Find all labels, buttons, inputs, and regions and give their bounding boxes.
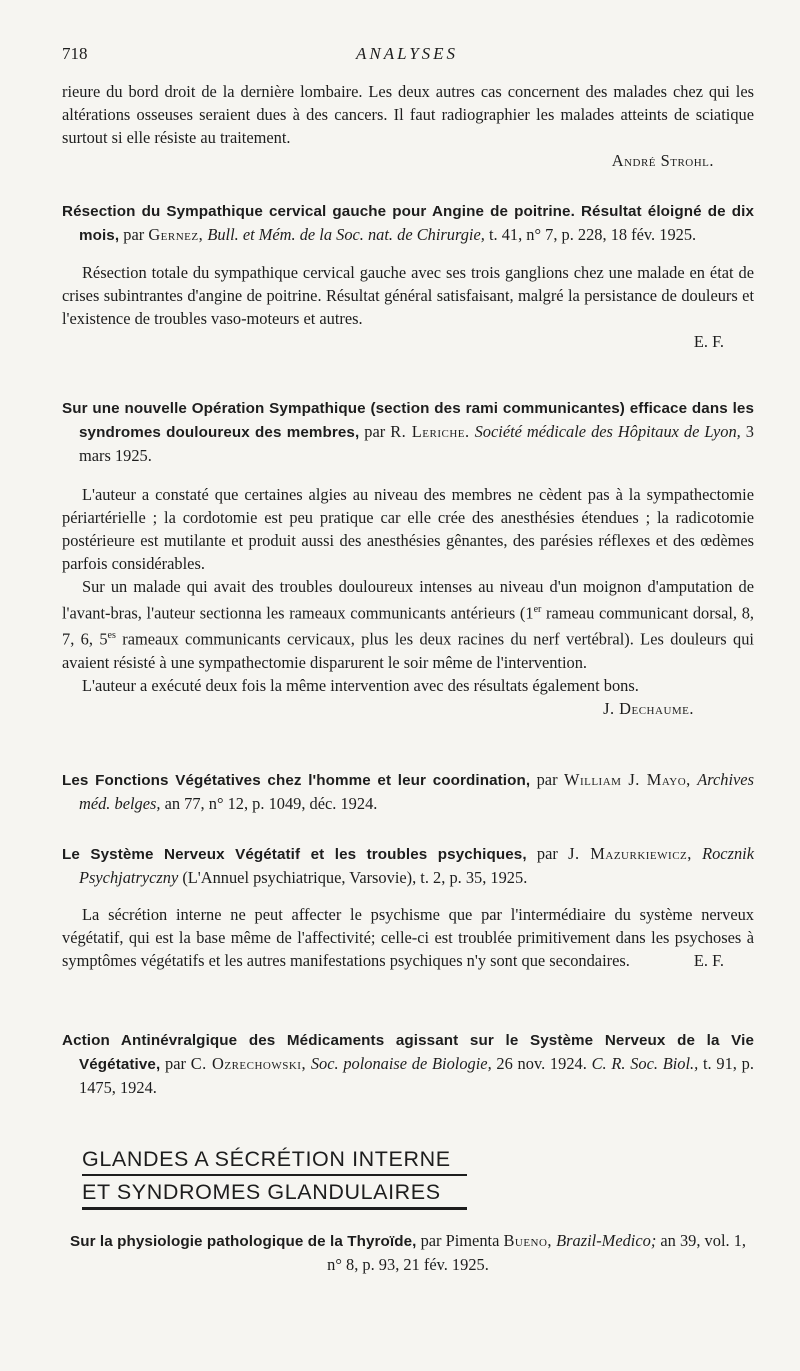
author-first-name: Pimenta xyxy=(445,1231,500,1250)
abstract-gernez xyxy=(62,199,754,353)
signature-strohl: André Strohl. xyxy=(611,151,714,170)
page-header xyxy=(62,44,752,68)
article-title: Sur la physiologie pathologique de la Thyroïde, xyxy=(70,1233,417,1250)
article-title: Action Antinévralgique des Médicaments agissant sur le Système Nerveux de la Vie Végétative, xyxy=(62,1032,754,1073)
journal-name: Société médicale des Hôpitaux de Lyon, xyxy=(474,422,741,441)
reference-details: t. 41, n° 7, p. 228, 18 fév. 1925. xyxy=(488,225,697,244)
reference-details-2: t. 91, p. 1475, 1924. xyxy=(79,1054,754,1097)
citation-ozrechowski: Action Antinévralgique des Médicaments agissant sur le Système Nerveux de la Vie Végétative, par C. Ozrechowski, Soc. polonaise de Biologie, 26 nov. 1924. C. R. Soc. Biol., t. 91, p. 1475, 1924. xyxy=(62,1032,754,1097)
abstract-mazurkiewicz xyxy=(62,842,754,972)
reference-details: an 77, n° 12, p. 1049, déc. 1924. xyxy=(164,794,378,813)
abstract-body-2: Sur un malade qui avait des troubles douloureux intenses au niveau d'un moignon d'amputation de l'avant-bras, l'auteur sectionna les rameaux communicants antérieurs (1er rameau communicant dorsal, 8, 7, 6, $5^{es}$ rameaux communicants cervicaux, plus les deux racines du nerf vertébral). Les douleurs qui avaient résisté à une sympathectomie disparurent le soir même de l'intervention. xyxy=(62,577,754,672)
author-name: J. Mazurkiewicz, xyxy=(568,844,692,863)
author-name: Gernez, xyxy=(148,225,204,244)
continued-abstract xyxy=(62,80,754,172)
article-title: Sur une nouvelle Opération Sympathique (section des rami communicantes) efficace dans les syndromes douloureux des membres, xyxy=(62,400,754,441)
section-rule xyxy=(82,1174,467,1176)
author-name: Bueno, xyxy=(503,1231,553,1250)
abstract-leriche xyxy=(62,396,754,720)
author-name: William J. Mayo, xyxy=(563,770,691,789)
journal-name: Archives méd. belges, xyxy=(79,770,754,813)
author-name: C. Ozrechowski, xyxy=(190,1054,307,1073)
abstract-mayo xyxy=(62,768,754,815)
page-number: 718 xyxy=(62,44,88,63)
abstract-body-1: L'auteur a constaté que certaines algies au niveau des membres ne cèdent pas à la sympathectomie périartérielle ; la cordotomie est peu pratique car elle crée des anesthésies étendues ; la radicotomie postérieure est mutilante et produit aussi des anesthésies gênantes, des parésies réflexes et des œdèmes parfois considérables. xyxy=(62,485,754,573)
citation-mayo: Les Fonctions Végétatives chez l'homme et leur coordination, par William J. Mayo, Archives méd. belges, an 77, n° 12, p. 1049, déc. 1924. xyxy=(62,770,754,813)
citation-mazurkiewicz: Le Système Nerveux Végétatif et les troubles psychiques, par J. Mazurkiewicz, Rocznik Psychjatryczny (L'Annuel psychiatrique, Varsovie), t. 2, p. 35, 1925. xyxy=(62,844,754,887)
running-head: ANALYSES xyxy=(355,44,459,63)
article-title: Le Système Nerveux Végétatif et les troubles psychiques, xyxy=(62,846,527,863)
section-heading-line-1: GLANDES A SÉCRÉTION INTERNE xyxy=(82,1147,451,1171)
signature-ef: E. F. xyxy=(693,332,724,351)
continued-abstract-text: rieure du bord droit de la dernière lombaire. Les deux autres cas concernent des malades chez qui les altérations osseuses seraient dues à des cancers. Il faut radiographier les malades atteints de sciatique surtout si elle résiste au traitement. xyxy=(62,82,754,147)
abstract-body: Résection totale du sympathique cervical gauche avec ses trois ganglions chez une malade en état de crises subintrantes d'angine de poitrine. Résultat général satisfaisant, malgré la persistance de douleurs et l'existence de troubles vaso-moteurs et autres. xyxy=(62,263,754,328)
journal-name: Brazil-Medico; xyxy=(556,1231,657,1250)
article-title: Les Fonctions Végétatives chez l'homme et leur coordination, xyxy=(62,772,531,789)
article-title: Résection du Sympathique cervical gauche pour Angine de poitrine. Résultat éloigné de dix mois, xyxy=(62,203,754,244)
abstract-ozrechowski xyxy=(62,1028,754,1099)
abstract-bueno xyxy=(62,1229,754,1276)
section-heading-line-2: ET SYNDROMES GLANDULAIRES xyxy=(82,1180,441,1204)
citation-leriche: Sur une nouvelle Opération Sympathique (section des rami communicantes) efficace dans les syndromes douloureux des membres, par R. Leriche. Société médicale des Hôpitaux de Lyon, 3 mars 1925. xyxy=(62,400,754,465)
abstract-body-3: L'auteur a exécuté deux fois la même intervention avec des résultats également bons. xyxy=(82,675,639,695)
journal-name: Bull. et Mém. de la Soc. nat. de Chirurgie, xyxy=(207,225,485,244)
journal-name-2: C. R. Soc. Biol., xyxy=(591,1054,699,1073)
reference-details: (L'Annuel psychiatrique, Varsovie), t. 2, p. 35, 1925. xyxy=(182,868,528,887)
reference-details: 3 mars 1925. xyxy=(79,422,754,465)
abstract-body: La sécrétion interne ne peut affecter le psychisme que par l'intermédiaire du système nerveux végétatif, qui est la base même de l'affectivité; celle-ci est troublée primitivement dans les psychoses à symptômes végétatifs et les autres manifestations psychiques n'y sont que secondaires. E. F. xyxy=(62,905,754,970)
author-name: R. Leriche. xyxy=(390,422,470,441)
section-rule-bottom xyxy=(82,1207,467,1210)
section-heading xyxy=(82,1146,467,1213)
reference-details: 26 nov. 1924. xyxy=(496,1054,587,1073)
journal-name: Soc. polonaise de Biologie, xyxy=(310,1054,492,1073)
journal-name: Rocznik Psychjatryczny xyxy=(79,844,754,887)
citation-bueno: Sur la physiologie pathologique de la Thyroïde, par Pimenta Bueno, Brazil-Medico; an 39, vol. 1, n° 8, p. 93, 21 fév. 1925. xyxy=(70,1231,746,1274)
citation-gernez: Résection du Sympathique cervical gauche pour Angine de poitrine. Résultat éloigné de dix mois, par Gernez, Bull. et Mém. de la Soc. nat. de Chirurgie, t. 41, n° 7, p. 228, 18 fév. 1925. xyxy=(62,203,754,244)
signature-ef: E. F. xyxy=(693,951,724,970)
reference-details: an 39, vol. 1, n° 8, p. 93, 21 fév. 1925. xyxy=(327,1231,746,1274)
signature-dechaume: J. Dechaume. xyxy=(603,698,694,718)
